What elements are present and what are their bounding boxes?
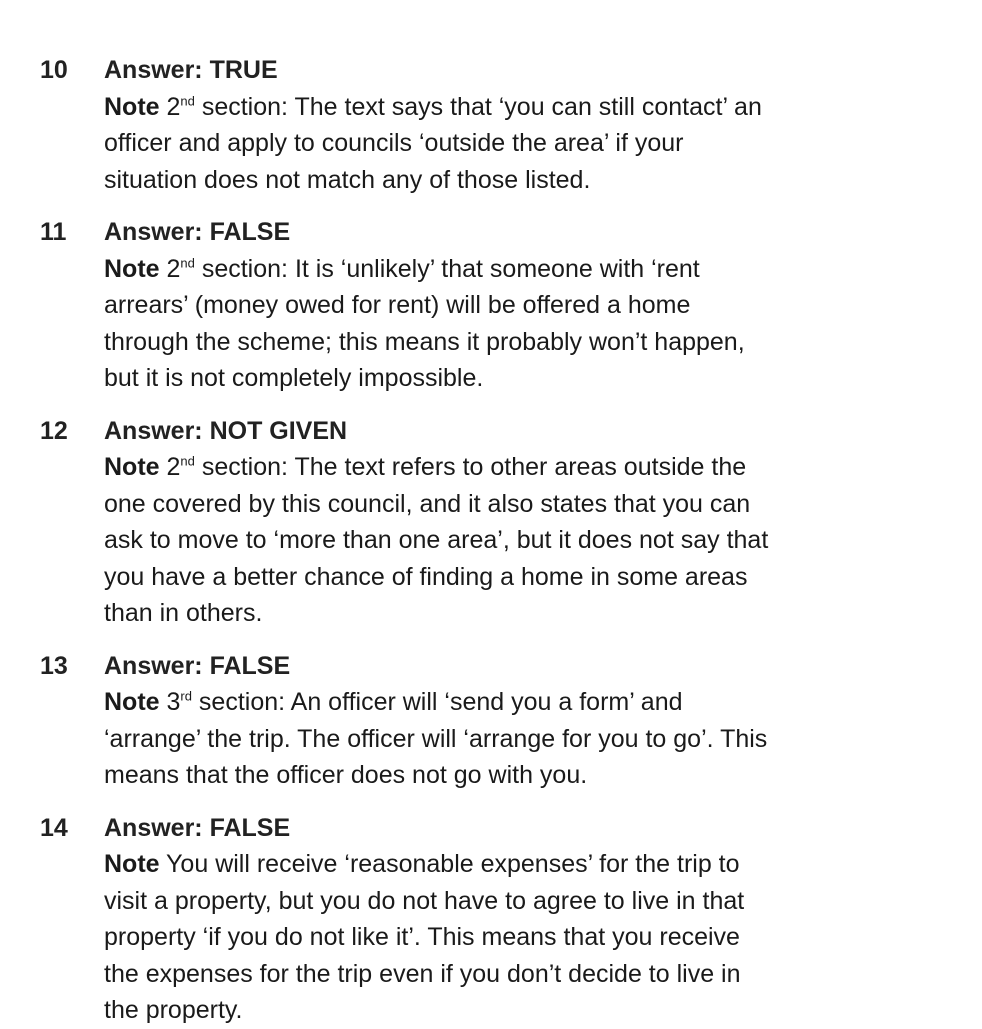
note-text: section: It is ‘unlikely’ that someone with ‘rent	[194, 254, 700, 283]
note-line: one covered by this council, and it also states that you can	[104, 489, 751, 518]
answer-heading: Answer: NOT GIVEN	[104, 416, 348, 445]
answer-item-11	[0, 214, 982, 397]
answer-content	[104, 413, 954, 632]
note-label: Note	[104, 453, 160, 481]
note-line: ask to move to ‘more than one area’, but it does not say that	[104, 526, 769, 554]
note-line: means that the officer does not go with you.	[104, 761, 588, 789]
note-line: but it is not completely impossible.	[104, 364, 484, 392]
note-line: through the scheme; this means it probably won’t happen,	[104, 327, 745, 356]
section-number: 2	[166, 92, 181, 121]
note-label: Note	[104, 254, 160, 283]
section-ordinal-suffix: rd	[180, 688, 192, 704]
answer-heading: Answer: TRUE	[104, 56, 278, 84]
note-line: the property.	[104, 996, 243, 1024]
note-label: Note	[104, 850, 160, 878]
note-line: ‘arrange’ the trip. The officer will ‘arrange for you to go’. This	[104, 724, 768, 753]
note-text: section: The text says that ‘you can still contact’ an	[194, 92, 762, 121]
note-line	[104, 846, 954, 883]
answer-content	[104, 52, 954, 198]
note-text: You will receive ‘reasonable expenses’ for the trip to	[159, 850, 740, 878]
note-line	[104, 684, 954, 721]
answer-heading: Answer: FALSE	[104, 218, 291, 246]
question-number: 10	[40, 56, 68, 84]
note-line	[104, 251, 954, 288]
answer-item-10	[0, 52, 982, 198]
section-number: 2	[166, 254, 181, 283]
note-line: you have a better chance of finding a home in some areas	[104, 562, 748, 591]
section-ordinal-suffix: nd	[180, 93, 195, 109]
note-line	[104, 449, 954, 486]
note-line: the expenses for the trip even if you don’t decide to live in	[104, 959, 741, 988]
answer-content	[104, 214, 954, 397]
answer-content	[104, 648, 954, 794]
answer-content	[104, 810, 954, 1029]
answer-item-13	[0, 648, 982, 794]
note-line	[104, 89, 954, 126]
note-label: Note	[104, 92, 160, 121]
answer-heading: Answer: FALSE	[104, 813, 291, 842]
answer-heading: Answer: FALSE	[104, 651, 291, 680]
question-number: 11	[40, 218, 67, 246]
section-number: 2	[166, 453, 181, 481]
note-line: officer and apply to councils ‘outside the area’ if your	[104, 129, 684, 157]
note-line: arrears’ (money owed for rent) will be offered a home	[104, 291, 691, 319]
answer-item-12	[0, 413, 982, 632]
note-line: than in others.	[104, 599, 263, 627]
note-text: section: The text refers to other areas outside the	[194, 453, 747, 481]
section-number: 3	[166, 688, 181, 716]
question-number: 12	[40, 416, 68, 445]
question-number: 13	[40, 651, 68, 680]
section-ordinal-suffix: nd	[180, 255, 195, 271]
note-line: property ‘if you do not like it’. This means that you receive	[104, 923, 740, 951]
note-line: situation does not match any of those listed.	[104, 165, 591, 194]
note-line: visit a property, but you do not have to agree to live in that	[104, 886, 745, 915]
note-label: Note	[104, 688, 160, 716]
question-number: 14	[40, 813, 68, 842]
answer-item-14	[0, 810, 982, 1029]
note-text: section: An officer will ‘send you a form’ and	[191, 688, 683, 716]
section-ordinal-suffix: nd	[180, 453, 195, 469]
